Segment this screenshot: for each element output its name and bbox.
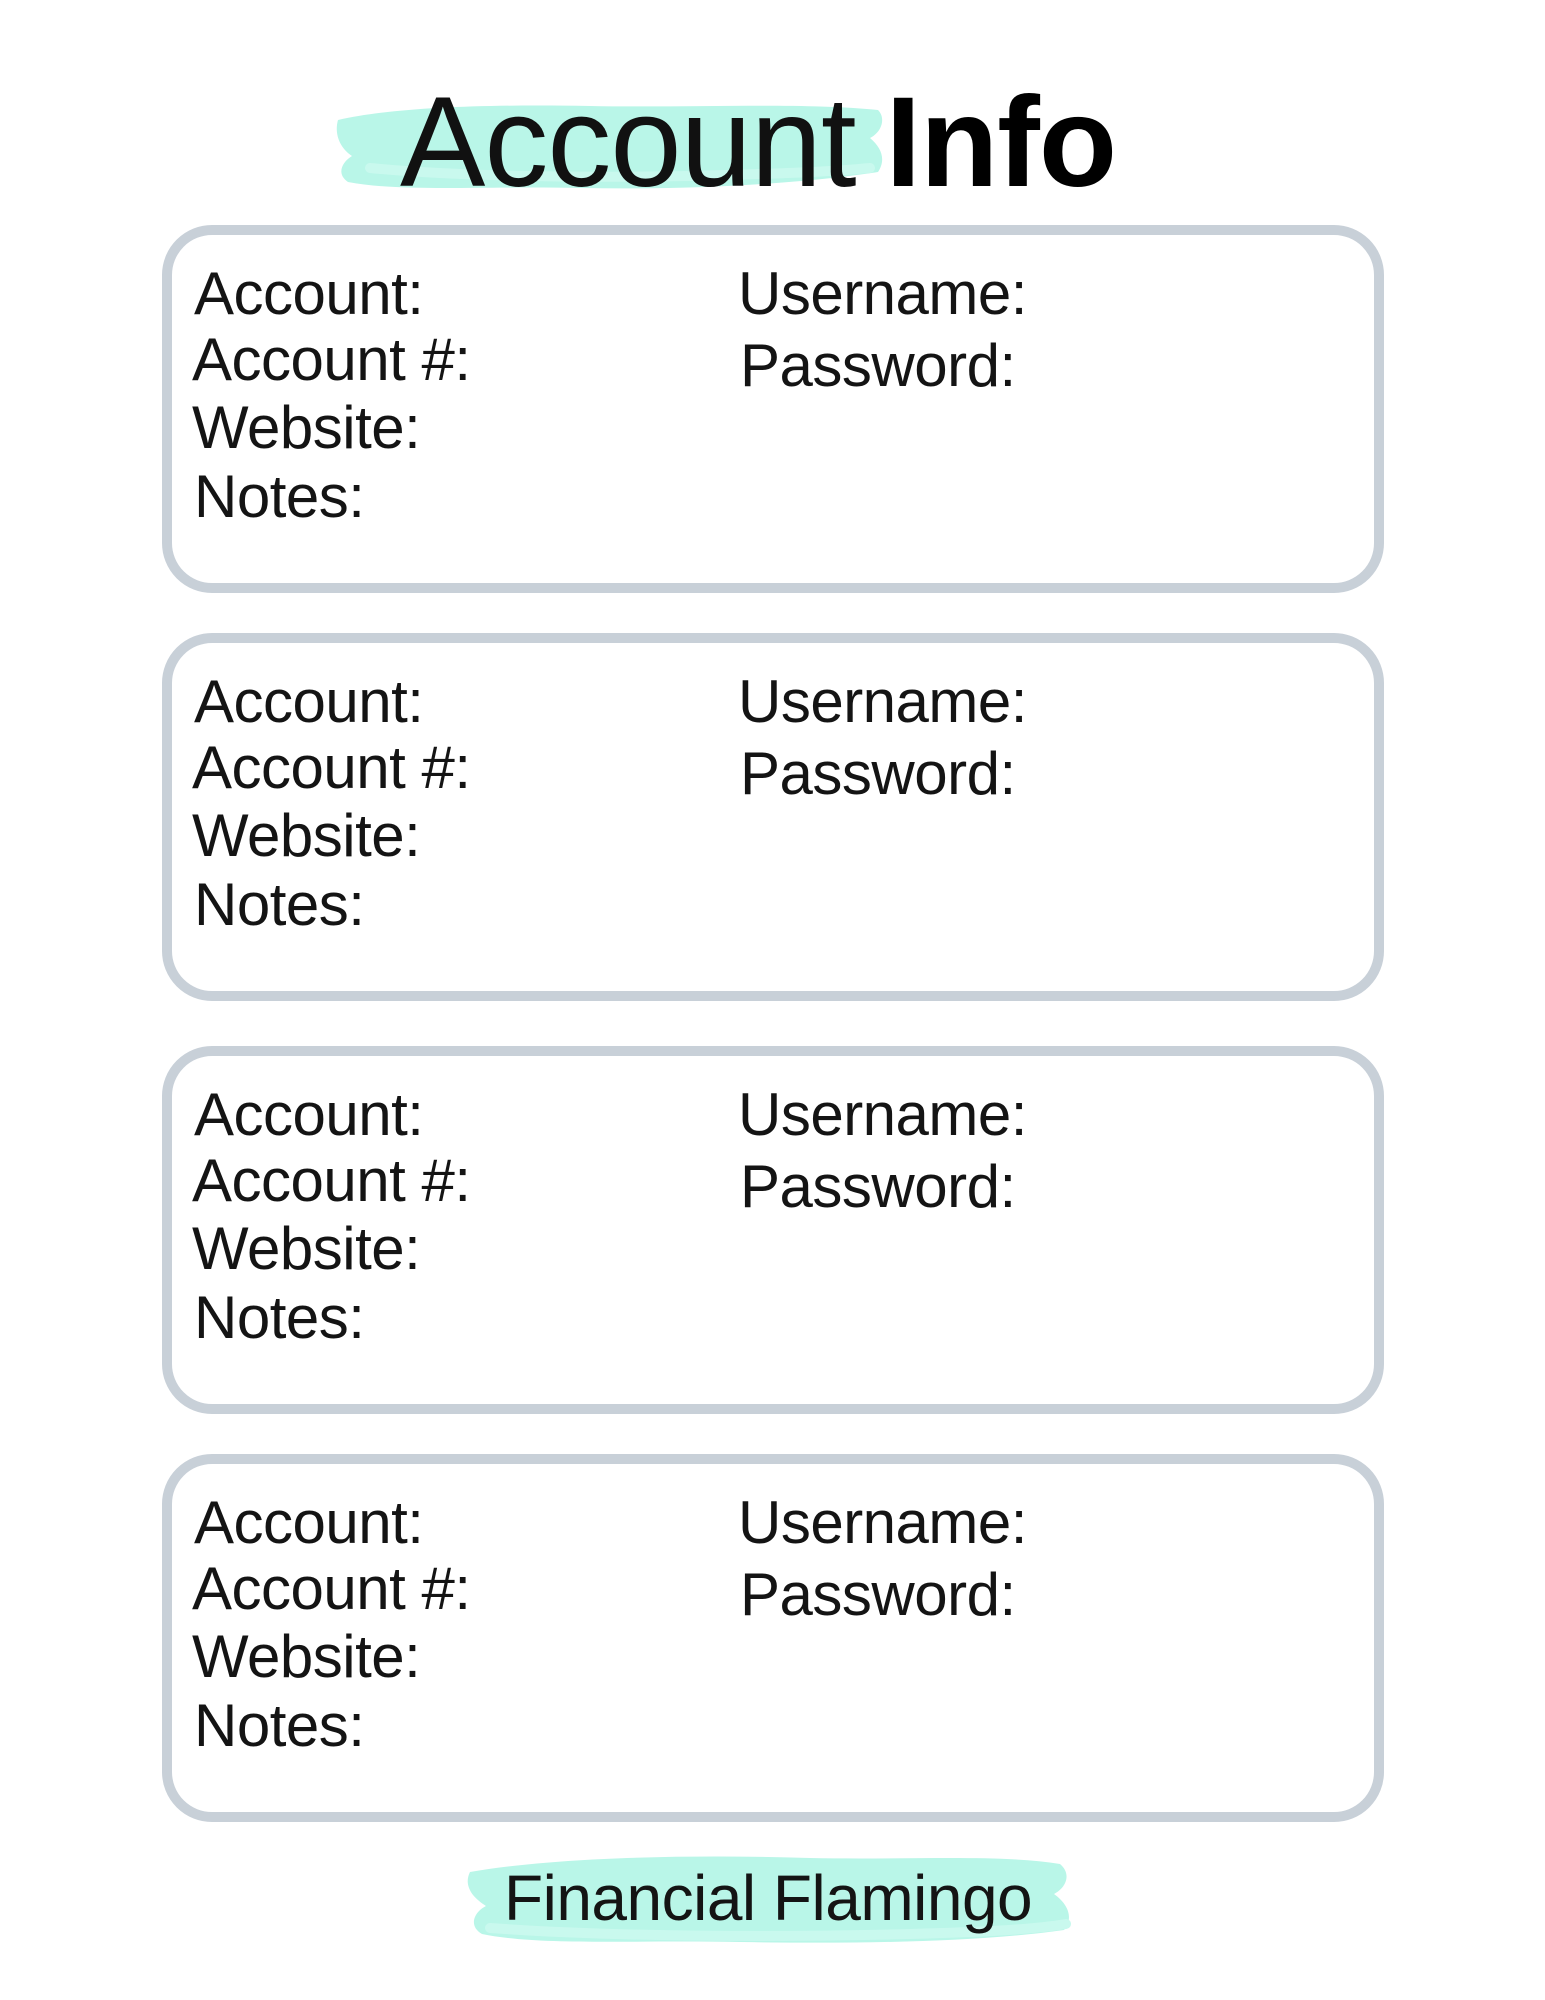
password-label: Password: bbox=[740, 1561, 1016, 1628]
password-label: Password: bbox=[740, 740, 1016, 807]
website-label: Website: bbox=[192, 802, 421, 869]
title-bold-word: Info bbox=[885, 71, 1117, 214]
title-text bbox=[400, 71, 1117, 214]
account-card-2 bbox=[162, 633, 1384, 1001]
notes-label: Notes: bbox=[194, 871, 365, 938]
account-label: Account: bbox=[194, 260, 424, 327]
account-label: Account: bbox=[194, 1081, 424, 1148]
title-light-word: Account bbox=[400, 71, 856, 214]
notes-label: Notes: bbox=[194, 463, 365, 530]
website-label: Website: bbox=[192, 1215, 421, 1282]
username-label: Username: bbox=[738, 1081, 1027, 1148]
notes-label: Notes: bbox=[194, 1692, 365, 1759]
account-label: Account: bbox=[194, 668, 424, 735]
page-title bbox=[0, 70, 1545, 220]
password-label: Password: bbox=[740, 332, 1016, 399]
username-label: Username: bbox=[738, 668, 1027, 735]
account-number-label: Account #: bbox=[192, 1555, 471, 1622]
website-label: Website: bbox=[192, 1623, 421, 1690]
account-number-label: Account #: bbox=[192, 1147, 471, 1214]
website-label: Website: bbox=[192, 394, 421, 461]
account-number-label: Account #: bbox=[192, 734, 471, 801]
account-label: Account: bbox=[194, 1489, 424, 1556]
account-card-3 bbox=[162, 1046, 1384, 1414]
footer bbox=[0, 1840, 1545, 1960]
account-card-1 bbox=[162, 225, 1384, 593]
notes-label: Notes: bbox=[194, 1284, 365, 1351]
account-card-4 bbox=[162, 1454, 1384, 1822]
account-number-label: Account #: bbox=[192, 326, 471, 393]
username-label: Username: bbox=[738, 1489, 1027, 1556]
username-label: Username: bbox=[738, 260, 1027, 327]
password-label: Password: bbox=[740, 1153, 1016, 1220]
brand-name: Financial Flamingo bbox=[504, 1862, 1033, 1934]
